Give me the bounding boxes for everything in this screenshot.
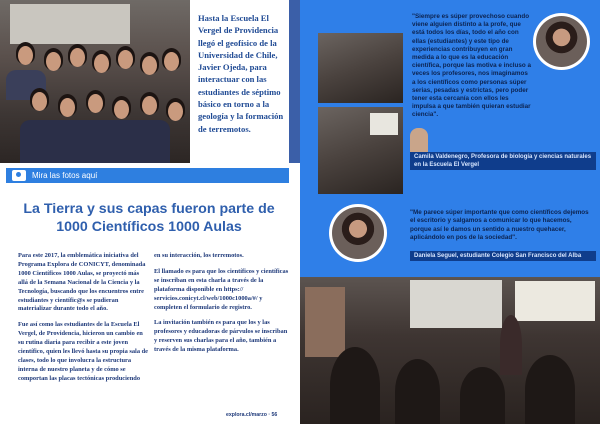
- body-paragraph: La invitación también es para que los y las profesores y educadoras de párvulos se inscriban y reserven sus charlas para el año, también a través de la misma plataforma.: [154, 319, 288, 354]
- body-column-right: [154, 252, 290, 362]
- intro-paragraph: Hasta la Escuela El Vergel de Providencia llegó el geofísico de la Universidad de Chile, Javier Ojeda, para interactuar con las estudiantes de séptimo básico en torno a la geología y la formación de terremotos.: [198, 13, 284, 134]
- projector-screen: [370, 113, 398, 135]
- headline-line-1: La Tierra y sus capas fueron parte de: [23, 201, 275, 217]
- teacher-portrait: [533, 13, 590, 70]
- page-footer: explora.cl/marzo · 56: [226, 412, 278, 418]
- body-paragraph: en su interacción, los terremotos.: [154, 252, 244, 259]
- student-credit: Daniela Seguel, estudiante Colegio San Francisco del Alba: [410, 251, 596, 261]
- classroom-board: [10, 4, 130, 44]
- camera-icon[interactable]: [12, 170, 26, 181]
- classroom-photo-1: [318, 33, 403, 103]
- teacher-quote: "Siempre es súper provechoso cuando viene alguien distinto a la profe, que está todos los días, todo el año con ellas (estudiantes) y este tipo de experiencias contribuyen en gran medida a lo que es la educación científica, porque las motiva e incluso a veces los profesores, nos imaginamos a los científicos como personas súper serias, pesadas y estrictas, pero poder tener esta cercanía con ellos les impulsa a que también quieran estudiar ciencia".: [412, 13, 531, 119]
- headline-line-2: 1000 Científicos 1000 Aulas: [56, 219, 242, 235]
- body-paragraph-with-link[interactable]: El llamado es para que los científicos y científicas se inscriban en esta charla a través de la plataforma disponible en https:// servicios.conicyt.cl/web/1000c1000a/#/ y completen el formulario de registro.: [154, 267, 289, 311]
- classroom-lecture-photo: [300, 277, 600, 424]
- teacher-credit: Camila Valdenegro, Profesora de biología y ciencias naturales en la Escuela El Vergel: [410, 152, 596, 170]
- projection-screen: [410, 280, 502, 328]
- bookshelf: [305, 287, 345, 357]
- student-quote: "Me parece súper importante que como científicos dejemos el escritorio y salgamos a comunicar lo que hacemos, porque así le damos un sentido a nuestro quehacer, aplicándolo en pos de la sociedad".: [410, 209, 589, 242]
- body-paragraph: Fue así como las estudiantes de la Escuela El Vergel, de Providencia, hicieron un cambio en su rutina diaria para recibir a este joven científico, quien les llevó hasta su propia sala de clases, todo lo que involucra la estructura interna de nuestro planeta y de cómo se comportan las placas tectónicas produciendo: [18, 321, 149, 382]
- class-group-photo: [0, 0, 190, 163]
- body-paragraph: Para este 2017, la emblemática iniciativa del Programa Explora de CONICYT, denominada 1000 Científicos 1000 Aulas, se proyectó más allá de la Semana Nacional de la Ciencia y la Tecnología, buscando que los encuentros entre estudiantes y científic@s se pudieran materializar durante todo el año.: [18, 252, 146, 313]
- article-headline: [4, 200, 294, 236]
- student-portrait: [329, 204, 387, 262]
- photo-caption-link[interactable]: Mira las fotos aquí: [32, 171, 98, 180]
- window: [515, 281, 595, 321]
- page-edge-photo: [289, 0, 300, 163]
- body-column-left: [18, 252, 148, 391]
